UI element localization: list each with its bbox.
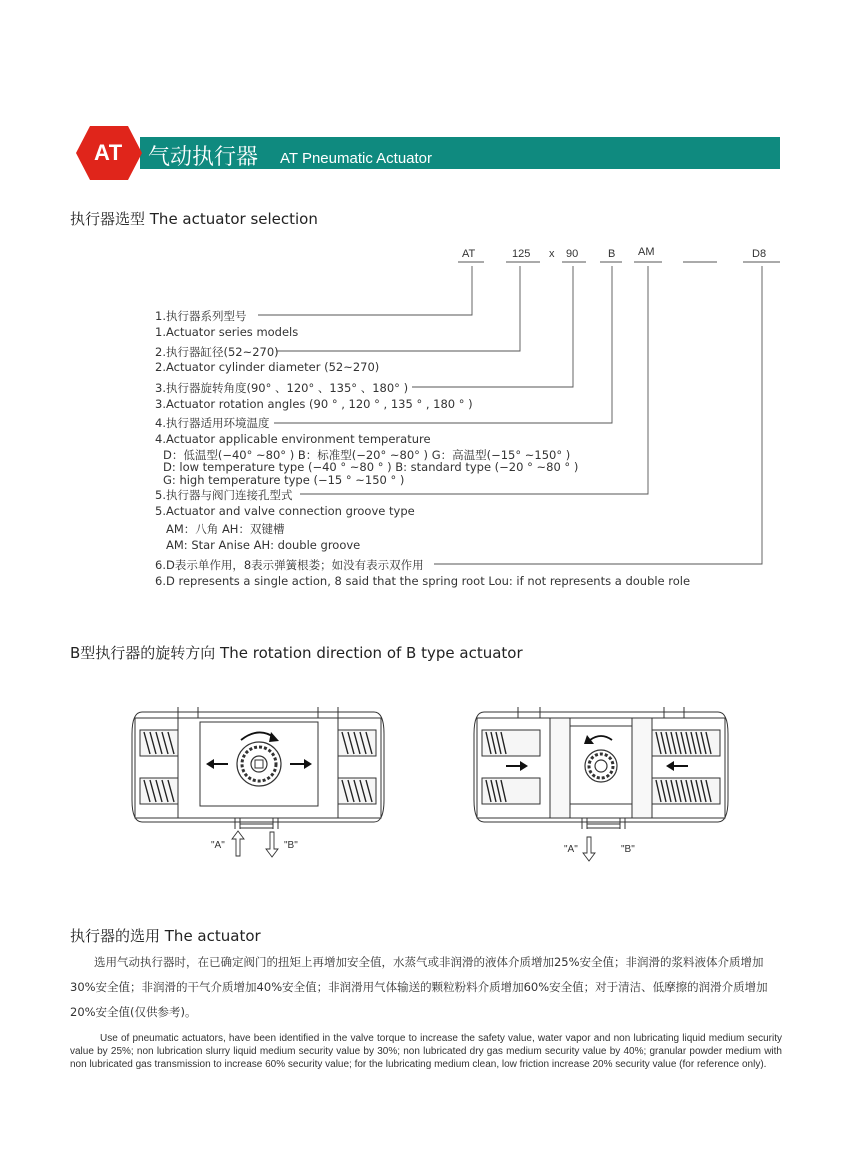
actuator-diagram-right: [470, 704, 732, 829]
choice-cn-paragraph: 选用气动执行器时，在已确定阀门的扭矩上再增加安全值，水蒸气或非润滑的液体介质增加25%安全值；非润滑的浆料液体介质增加30%安全值；非润滑的干气介质增加40%安全值；非润滑用气体输送的颗粒粉料介质增加60%安全值；对于清洁、低摩擦的润滑介质增加20%安全值(仅供参考)。: [70, 955, 768, 1019]
port-a-label-left: "A": [211, 840, 225, 851]
choice-en-paragraph: Use of pneumatic actuators, have been identified in the valve torque to increase the safety value, water vapor and non lubricating liquid medium security value by 25%; non lubrication slurry liquid medium security value by 30%; non lubricated dry gas medium security value by 40%; granular powder medium with non lubricated gas transmission to increase 60% security value; for the lubricating medium clean, low friction increase 20% security value (for reference only).: [70, 1033, 782, 1070]
actuator-diagram-left: [128, 704, 388, 829]
sel-line-16: 6.D表示单作用，8表示弹簧根娄；如没有表示双作用: [155, 558, 424, 572]
port-a-label-right: "A": [564, 844, 578, 855]
port-b-label-right: "B": [621, 844, 635, 855]
sel-line-13: 5.Actuator and valve connection groove type: [155, 504, 415, 518]
port-arrow-right-icon: [582, 836, 596, 862]
sel-line-8: 4.Actuator applicable environment temperature: [155, 432, 431, 446]
port-b-label-left: "B": [284, 840, 298, 851]
sel-line-10: D: low temperature type (−40 ° ~80 ° ) B: standard type (−20 ° ~80 ° ): [163, 460, 579, 474]
code-at: AT: [462, 248, 476, 260]
sel-line-6: 3.Actuator rotation angles (90 ° , 120 ° , 135 ° , 180 ° ): [155, 397, 473, 411]
sel-line-7: 4.执行器适用环境温度: [155, 416, 270, 430]
badge-label: AT: [94, 140, 123, 165]
port-arrows-left-icon: [230, 830, 284, 858]
selection-heading: 执行器选型 The actuator selection: [70, 210, 318, 228]
sel-line-17: 6.D represents a single action, 8 said that the spring root Lou: if not represents a double role: [155, 574, 691, 588]
code-type: B: [608, 248, 616, 260]
sel-line-14: AM：八角 AH：双键槽: [166, 522, 285, 536]
code-x: x: [549, 248, 555, 260]
code-angle: 90: [566, 248, 579, 260]
code-action: D8: [752, 248, 767, 260]
choice-heading: 执行器的选用 The actuator: [70, 927, 261, 945]
sel-line-3: 2.执行器缸径(52~270): [155, 345, 279, 359]
sel-line-4: 2.Actuator cylinder diameter (52~270): [155, 360, 380, 374]
sel-line-1: 1.执行器系列型号: [155, 309, 247, 323]
sel-line-9: D：低温型(−40° ~80° ) B：标准型(−20° ~80° ) G：高温型(−15° ~150° ): [163, 448, 571, 462]
code-size: 125: [512, 248, 531, 260]
rotation-heading: B型执行器的旋转方向 The rotation direction of B type actuator: [70, 644, 523, 662]
sel-line-12: 5.执行器与阀门连接孔型式: [155, 488, 293, 502]
code-groove: AM: [638, 246, 655, 258]
sel-line-15: AM: Star Anise AH: double groove: [166, 538, 361, 552]
sel-line-5: 3.执行器旋转角度(90° 、120° 、135° 、180° ): [155, 381, 409, 395]
page-title-en: AT Pneumatic Actuator: [280, 150, 433, 167]
page-title-cn: 气动执行器: [148, 145, 259, 170]
sel-line-2: 1.Actuator series models: [155, 325, 299, 339]
sel-line-11: G: high temperature type (−15 ° ~150 ° ): [163, 473, 405, 487]
